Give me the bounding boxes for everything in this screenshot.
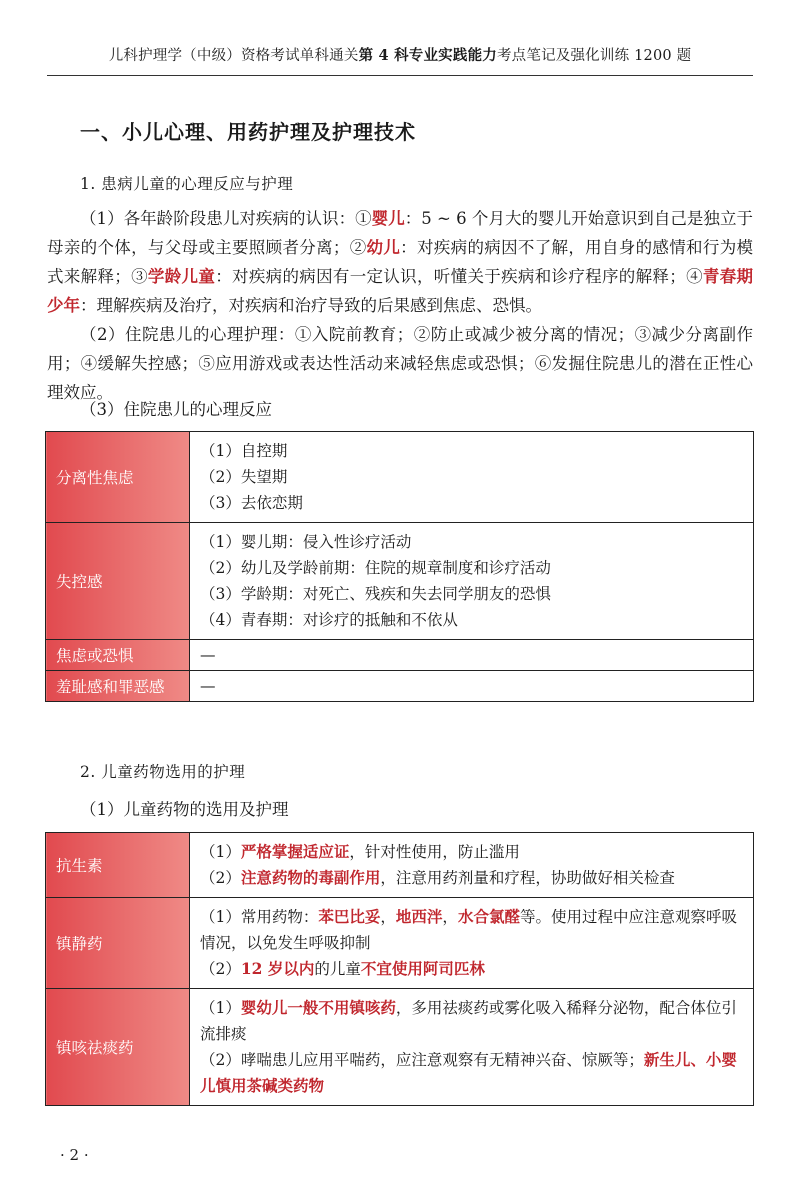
text-run: 的儿童 [314, 960, 361, 978]
header-text-2: 考点笔记及强化训练 1200 题 [496, 48, 692, 64]
running-header [0, 44, 800, 65]
text-run: ：5 ~ 6 个月大的婴儿开始意识到自己是独立于母亲的个体，与父母或主要照顾者分离；② [47, 209, 754, 257]
highlight-text: 地西泮 [395, 907, 443, 926]
table-row [46, 989, 754, 1106]
row-key: 焦虑或恐惧 [46, 640, 190, 671]
header-text-1: 儿科护理学（中级）资格考试单科通关 [108, 48, 359, 64]
text-run: （2） [200, 869, 241, 887]
cell-line [200, 956, 743, 982]
text-run: 等。使用过程中应注意观察呼吸情况，以免发生呼吸抑制 [200, 908, 737, 952]
row-key: 抗生素 [46, 833, 190, 898]
highlight-school-age: 学龄儿童 [147, 267, 216, 286]
text-run: ， [442, 908, 458, 926]
table-row [46, 898, 754, 989]
text-run: （1） [200, 999, 241, 1017]
highlight-adolescent: 青春期少年 [47, 267, 754, 315]
row-key: 镇咳祛痰药 [46, 989, 190, 1106]
row-value [190, 989, 754, 1106]
text-run: ：对疾病的病因有一定认识，听懂关于疾病和诊疗程序的解释；④ [215, 267, 703, 286]
cell-line [200, 904, 743, 956]
highlight-text: 12 岁以内 [240, 959, 315, 978]
text-run: （2）哮喘患儿应用平喘药，应注意观察有无精神兴奋、惊厥等； [200, 1051, 644, 1069]
cell-line: （1）婴儿期：侵入性诊疗活动 [200, 533, 412, 551]
row-value: — [190, 671, 754, 702]
paragraph-psych-reaction-heading: （3）住院患儿的心理反应 [80, 400, 272, 419]
cell-line: （2）幼儿及学龄前期：住院的规章制度和诊疗活动 [200, 559, 551, 577]
table-row [46, 640, 754, 671]
text-run: （1） [200, 843, 241, 861]
text-run: （1）常用药物： [200, 908, 319, 926]
table-row [46, 432, 754, 523]
text-run: ：理解疾病及治疗，对疾病和治疗导致的后果感到焦虑、恐惧。 [80, 296, 542, 315]
row-key: 羞耻感和罪恶感 [46, 671, 190, 702]
cell-line: （2）失望期 [200, 468, 288, 486]
cell-line: （1）自控期 [200, 442, 288, 460]
subsection-title-2: 2. 儿童药物选用的护理 [80, 763, 246, 781]
row-key: 分离性焦虑 [46, 432, 190, 523]
table-drug-selection [45, 832, 754, 1106]
text-run: ， [380, 908, 396, 926]
highlight-text: 注意药物的毒副作用 [240, 868, 381, 887]
row-value [190, 523, 754, 640]
table-psych-reactions [45, 431, 754, 702]
row-value [190, 833, 754, 898]
highlight-text: 婴幼儿一般不用镇咳药 [240, 998, 396, 1017]
cell-line [200, 995, 743, 1047]
highlight-text: 新生儿、小婴儿慎用茶碱类药物 [200, 1050, 737, 1095]
cell-line: （4）青春期：对诊疗的抵触和不依从 [200, 611, 458, 629]
highlight-infant: 婴儿 [371, 209, 405, 228]
text-run: ：对疾病的病因不了解，用自身的感情和行为模式来解释；③ [47, 238, 754, 286]
highlight-toddler: 幼儿 [366, 238, 401, 257]
subsection-title-1: 1. 患病儿童的心理反应与护理 [80, 175, 294, 193]
cell-line [200, 865, 743, 891]
row-key: 失控感 [46, 523, 190, 640]
paragraph-psych-care: （2）住院患儿的心理护理：①入院前教育；②防止或减少被分离的情况；③减少分离副作用；④缓解失控感；⑤应用游戏或表达性活动来减轻焦虑或恐惧；⑥发掘住院患儿的潜在正性心理效应。 [47, 325, 753, 402]
header-rule [47, 75, 753, 76]
cell-line: （3）去依恋期 [200, 494, 303, 512]
text-run: ，多用祛痰药或雾化吸入稀释分泌物，配合体位引流排痰 [200, 999, 737, 1043]
paragraph-cognition [47, 204, 753, 320]
row-value: — [190, 640, 754, 671]
text-run: ，针对性使用，防止滥用 [349, 843, 520, 861]
table-row [46, 523, 754, 640]
highlight-text: 严格掌握适应证 [240, 842, 350, 861]
row-value [190, 432, 754, 523]
row-value [190, 898, 754, 989]
highlight-text: 不宜使用阿司匹林 [360, 959, 485, 978]
cell-line [200, 1047, 743, 1099]
highlight-text: 水合氯醛 [457, 907, 520, 926]
table-row [46, 833, 754, 898]
page-number: · 2 · [60, 1146, 89, 1164]
highlight-text: 苯巴比妥 [318, 907, 381, 926]
section-title: 一、小儿心理、用药护理及护理技术 [80, 120, 416, 144]
cell-line: （3）学龄期：对死亡、残疾和失去同学朋友的恐惧 [200, 585, 551, 603]
paragraph-drug-heading: （1）儿童药物的选用及护理 [80, 800, 289, 819]
table-row [46, 671, 754, 702]
header-text-bold: 第 4 科专业实践能力 [358, 47, 497, 64]
text-run: ，注意用药剂量和疗程，协助做好相关检查 [380, 869, 675, 887]
text-run: （1）各年龄阶段患儿对疾病的认识：① [80, 209, 372, 228]
cell-line [200, 839, 743, 865]
text-run: （2） [200, 960, 241, 978]
row-key: 镇静药 [46, 898, 190, 989]
